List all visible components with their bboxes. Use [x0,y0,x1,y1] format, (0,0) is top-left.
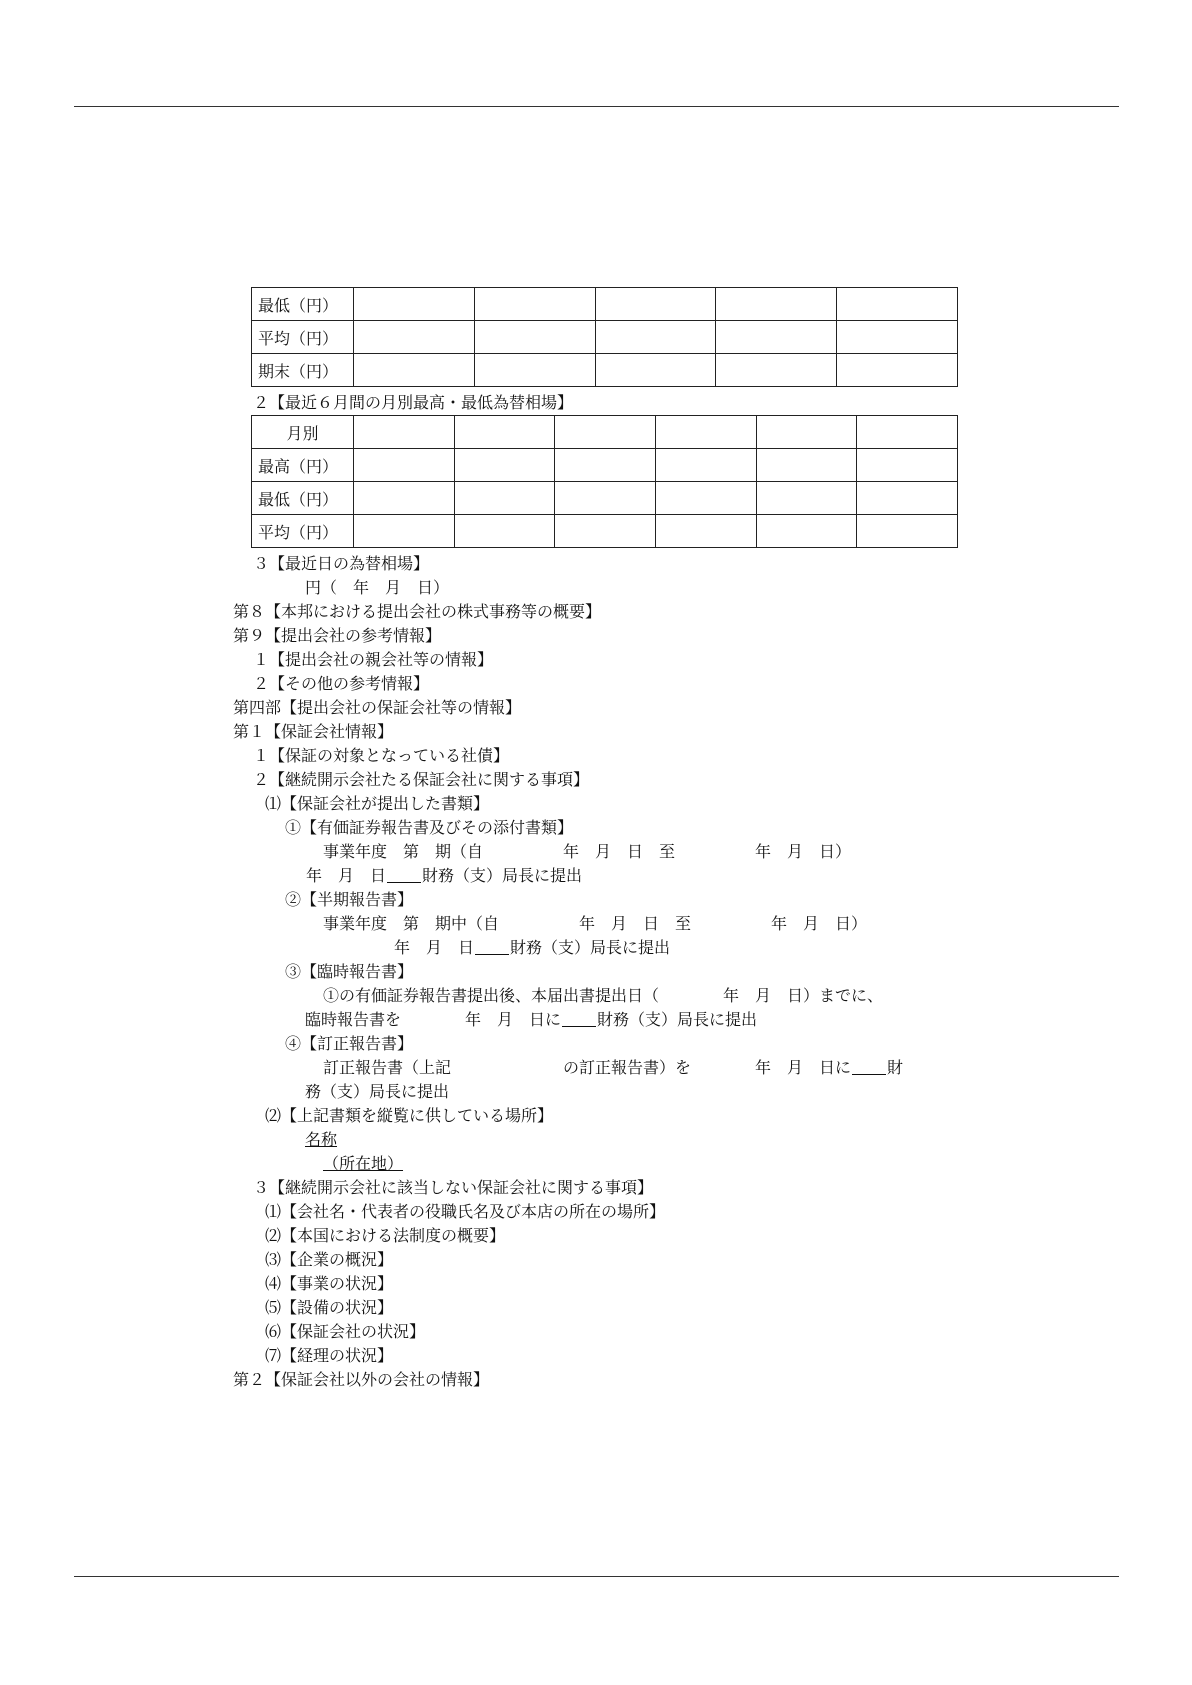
table-cell [555,482,656,515]
date-text: 年 月 日 [306,866,387,885]
column-header: 月別 [252,416,354,449]
table-cell [354,416,455,449]
table-cell [857,482,958,515]
row-label: 平均（円） [252,321,354,354]
fiscal-period-line: 事業年度 第 期（自 年 月 日 至 年 月 日） [323,842,852,861]
section-heading: 第８【本邦における提出会社の株式事務等の概要】 [233,602,602,621]
table-row [252,515,958,548]
table-cell [474,354,595,387]
section-heading: ⑵【本国における法制度の概要】 [265,1226,506,1245]
table-cell [716,354,837,387]
exchange-rate-monthly-table [251,415,958,548]
blank-underline [562,1011,596,1027]
table-cell [837,354,958,387]
section-heading: １【保証の対象となっている社債】 [253,746,510,765]
table-cell [354,515,455,548]
table-row [252,321,958,354]
body-text: 務（支）局長に提出 [305,1082,450,1101]
part-heading: 第四部【提出会社の保証会社等の情報】 [233,698,522,717]
footer-rule [74,1576,1119,1577]
bureau-text: 財務（支）局長に提出 [510,938,671,957]
table-row [252,449,958,482]
section-heading: １【提出会社の親会社等の情報】 [253,650,494,669]
submission-line [305,1009,757,1031]
section-heading: ⑴【保証会社が提出した書類】 [265,794,490,813]
table-cell [716,321,837,354]
table-cell [595,288,716,321]
section-heading: ⑷【事業の状況】 [265,1274,394,1293]
correction-text: 訂正報告書（上記 の訂正報告書）を 年 月 日に [323,1058,852,1077]
table-cell [354,321,475,354]
blank-underline [475,939,509,955]
table-cell [555,515,656,548]
submission-line [394,937,670,959]
table-cell [474,288,595,321]
table-cell [555,416,656,449]
table-cell [595,354,716,387]
section-heading: ２【最近６月間の月別最高・最低為替相場】 [253,393,574,412]
table-cell [354,482,455,515]
section-heading: ⑴【会社名・代表者の役職氏名及び本店の所在の場所】 [265,1202,666,1221]
fiscal-period-line: 事業年度 第 期中（自 年 月 日 至 年 月 日） [323,914,868,933]
row-label: 最低（円） [252,482,354,515]
table-cell [354,288,475,321]
section-heading: ２【その他の参考情報】 [253,674,430,693]
section-heading: ⑵【上記書類を縦覧に供している場所】 [265,1106,554,1125]
table-cell [595,321,716,354]
table-cell [354,354,475,387]
section-heading: ⑶【企業の概況】 [265,1250,394,1269]
row-label: 最低（円） [252,288,354,321]
table-cell [857,449,958,482]
table-cell [756,482,857,515]
name-label: 名称 [305,1130,338,1149]
section-heading: ⑹【保証会社の状況】 [265,1322,426,1341]
section-heading: ①【有価証券報告書及びその添付書類】 [285,818,574,837]
table-cell [555,449,656,482]
section-heading: 第９【提出会社の参考情報】 [233,626,442,645]
bureau-text: 財 [887,1058,904,1077]
table-cell [837,321,958,354]
address-label: （所在地） [323,1154,404,1173]
section-heading: ②【半期報告書】 [285,890,414,909]
section-heading: ２【継続開示会社たる保証会社に関する事項】 [253,770,590,789]
date-text: 臨時報告書を 年 月 日に [305,1010,562,1029]
table-cell [655,482,756,515]
section-heading: ３【継続開示会社に該当しない保証会社に関する事項】 [253,1178,654,1197]
section-heading: 第１【保証会社情報】 [233,722,394,741]
table-cell [837,288,958,321]
section-heading: ④【訂正報告書】 [285,1034,414,1053]
table-row [252,482,958,515]
submission-line [306,865,582,887]
table-cell [354,449,455,482]
blank-underline [387,867,421,883]
table-row [252,354,958,387]
section-heading: ⑺【経理の状況】 [265,1346,394,1365]
section-heading: ３【最近日の為替相場】 [253,554,430,573]
table-cell [857,416,958,449]
header-rule [74,106,1119,107]
body-text [323,1057,903,1079]
body-text: ①の有価証券報告書提出後、本届出書提出日（ 年 月 日）までに、 [323,986,884,1005]
table-cell [655,416,756,449]
row-label: 期末（円） [252,354,354,387]
table-row [252,288,958,321]
section-heading: ③【臨時報告書】 [285,962,414,981]
bureau-text: 財務（支）局長に提出 [422,866,583,885]
table-cell [756,449,857,482]
bureau-text: 財務（支）局長に提出 [597,1010,758,1029]
exchange-rate-yearly-table [251,287,958,387]
table-cell [716,288,837,321]
row-label: 平均（円） [252,515,354,548]
table-cell [655,515,756,548]
table-cell [655,449,756,482]
date-text: 年 月 日 [394,938,475,957]
table-cell [454,482,555,515]
table-cell [474,321,595,354]
row-label: 最高（円） [252,449,354,482]
table-cell [454,449,555,482]
table-cell [454,416,555,449]
table-header-row [252,416,958,449]
table-cell [756,515,857,548]
exchange-rate-line: 円（ 年 月 日） [305,578,450,597]
table-cell [857,515,958,548]
table-cell [756,416,857,449]
section-heading: ⑸【設備の状況】 [265,1298,394,1317]
blank-underline [852,1059,886,1075]
section-heading: 第２【保証会社以外の会社の情報】 [233,1370,490,1389]
table-cell [454,515,555,548]
